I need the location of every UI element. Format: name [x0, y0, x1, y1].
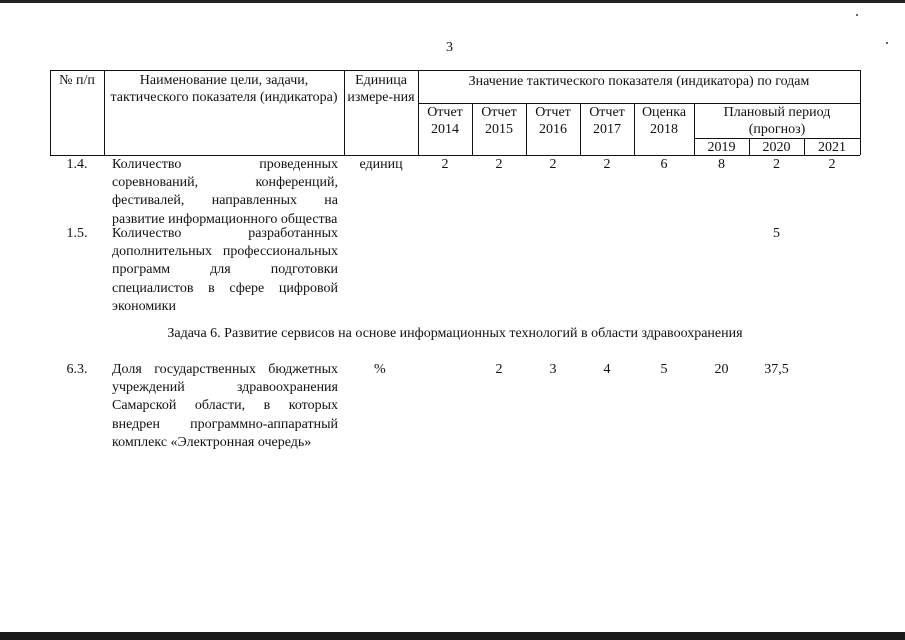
row-value: 2 — [773, 157, 780, 172]
row-value: 2 — [441, 157, 449, 172]
header-num: № п/п — [59, 73, 95, 88]
header-year-cell: Отчет 2017 — [589, 105, 625, 137]
row-value: 3 — [549, 362, 557, 377]
row-number: 6.3. — [66, 362, 88, 377]
header-unit: Единица измере-ния — [347, 73, 415, 105]
header-plan-year: 2020 — [762, 140, 791, 155]
row-value: 20 — [714, 362, 729, 377]
scan-speck — [886, 42, 888, 44]
scan-speck — [856, 14, 858, 16]
row-unit: % — [374, 362, 386, 377]
column-divider — [104, 70, 105, 155]
row-value: 8 — [718, 157, 725, 172]
row-value: 6 — [660, 157, 668, 172]
header-plan-period: Плановый период (прогноз) — [723, 105, 831, 137]
header-year-cell: Отчет 2014 — [427, 105, 463, 137]
header-plan-year: 2021 — [818, 140, 846, 155]
row-name: Количество разработанных дополнительных профессиональных программ для подготовки специалистов в сфере цифровой экономики — [112, 226, 338, 314]
scan-edge-bottom — [0, 632, 905, 640]
row-value: 2 — [495, 157, 503, 172]
task-heading: Задача 6. Развитие сервисов на основе информационных технологий в области здравоохранения — [167, 326, 743, 341]
row-value: 5 — [660, 362, 668, 377]
page-number: 3 — [446, 40, 453, 55]
row-number: 1.5. — [66, 226, 88, 241]
table-border-top — [50, 70, 860, 71]
row-value: 2 — [495, 362, 503, 377]
row-value: 2 — [549, 157, 557, 172]
header-year-cell: Отчет 2015 — [481, 105, 517, 137]
row-value: 2 — [603, 157, 611, 172]
header-plan-year: 2019 — [707, 140, 736, 155]
row-value: 5 — [773, 226, 780, 241]
header-name: Наименование цели, задачи, тактического показателя (индикатора) — [110, 73, 338, 105]
row-value: 2 — [828, 157, 836, 172]
row-value: 37,5 — [764, 362, 789, 377]
row-number: 1.4. — [66, 157, 88, 172]
row-name: Доля государственных бюджетных учреждений здравоохранения Самарской области, в которых внедрен программно-аппаратный комплекс «Электронная очередь» — [112, 362, 338, 450]
row-value: 4 — [603, 362, 611, 377]
scan-edge-top — [0, 0, 905, 3]
header-year-cell: Отчет 2016 — [535, 105, 571, 137]
row-unit: единиц — [359, 157, 403, 172]
header-values: Значение тактического показателя (индикатора) по годам — [468, 74, 810, 89]
row-name: Количество проведенных соревнований, конференций, фестивалей, направленных на развитие информационного общества — [112, 157, 338, 227]
header-year-cell: Оценка 2018 — [641, 105, 687, 137]
table-border-right — [860, 70, 861, 155]
